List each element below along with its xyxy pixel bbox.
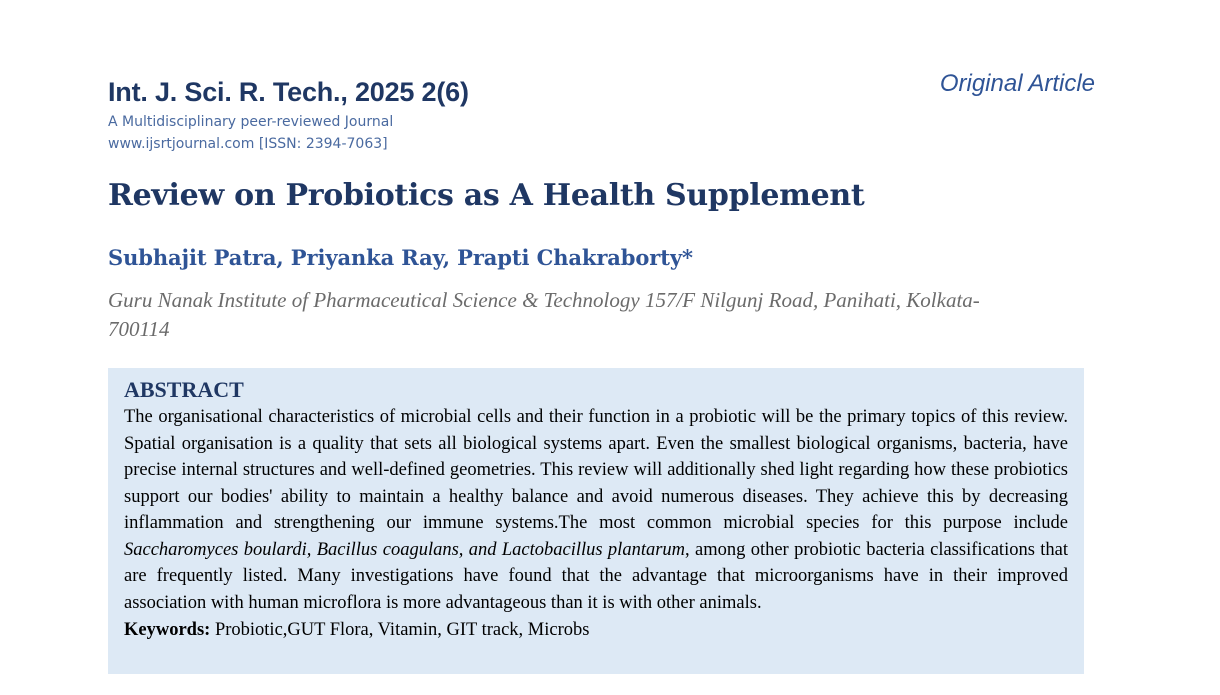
article-type: Original Article	[939, 70, 1095, 97]
abstract-text-part-2: , among other probiotic bacteria classifications that are frequently listed. Many investigations have found that the advantage that microorganisms have in their improved association with human microflora is more advantageous than it is with other animals.	[124, 539, 1068, 613]
journal-title: Int. J. Sci. R. Tech., 2025 2(6)	[108, 77, 469, 107]
author-affiliation: Guru Nanak Institute of Pharmaceutical Science & Technology 157/F Nilgunj Road, Panihati, Kolkata-700114	[108, 288, 980, 341]
abstract-species-names: Saccharomyces boulardi, Bacillus coagulans, and Lactobacillus plantarum	[124, 539, 686, 560]
abstract-section	[108, 368, 1084, 674]
journal-subtitle: A Multidisciplinary peer-reviewed Journal	[108, 114, 394, 130]
keywords-list: Probiotic,GUT Flora, Vitamin, GIT track, Microbs	[210, 620, 590, 640]
journal-header	[108, 76, 708, 155]
author-list: Subhajit Patra, Priyanka Ray, Prapti Chakraborty*	[108, 245, 693, 270]
abstract-heading: ABSTRACT	[124, 377, 244, 402]
paper-title: Review on Probiotics as A Health Supplement	[108, 178, 865, 213]
keywords-label: Keywords:	[124, 620, 211, 640]
keywords-line	[124, 616, 1068, 644]
abstract-body	[124, 404, 1068, 616]
journal-website: www.ijsrtjournal.com [ISSN: 2394-7063]	[108, 136, 388, 152]
abstract-text-part-1: The organisational characteristics of microbial cells and their function in a probiotic will be the primary topics of this review. Spatial organisation is a quality that sets all biological systems apart. Even the smallest biological organisms, bacteria, have precise internal structures and well-defined geometries. This review will additionally shed light regarding how these probiotics support our bodies' ability to maintain a healthy balance and avoid numerous diseases. They achieve this by decreasing inflammation and strengthening our immune systems.The most common microbial species for this purpose include	[124, 407, 1068, 533]
